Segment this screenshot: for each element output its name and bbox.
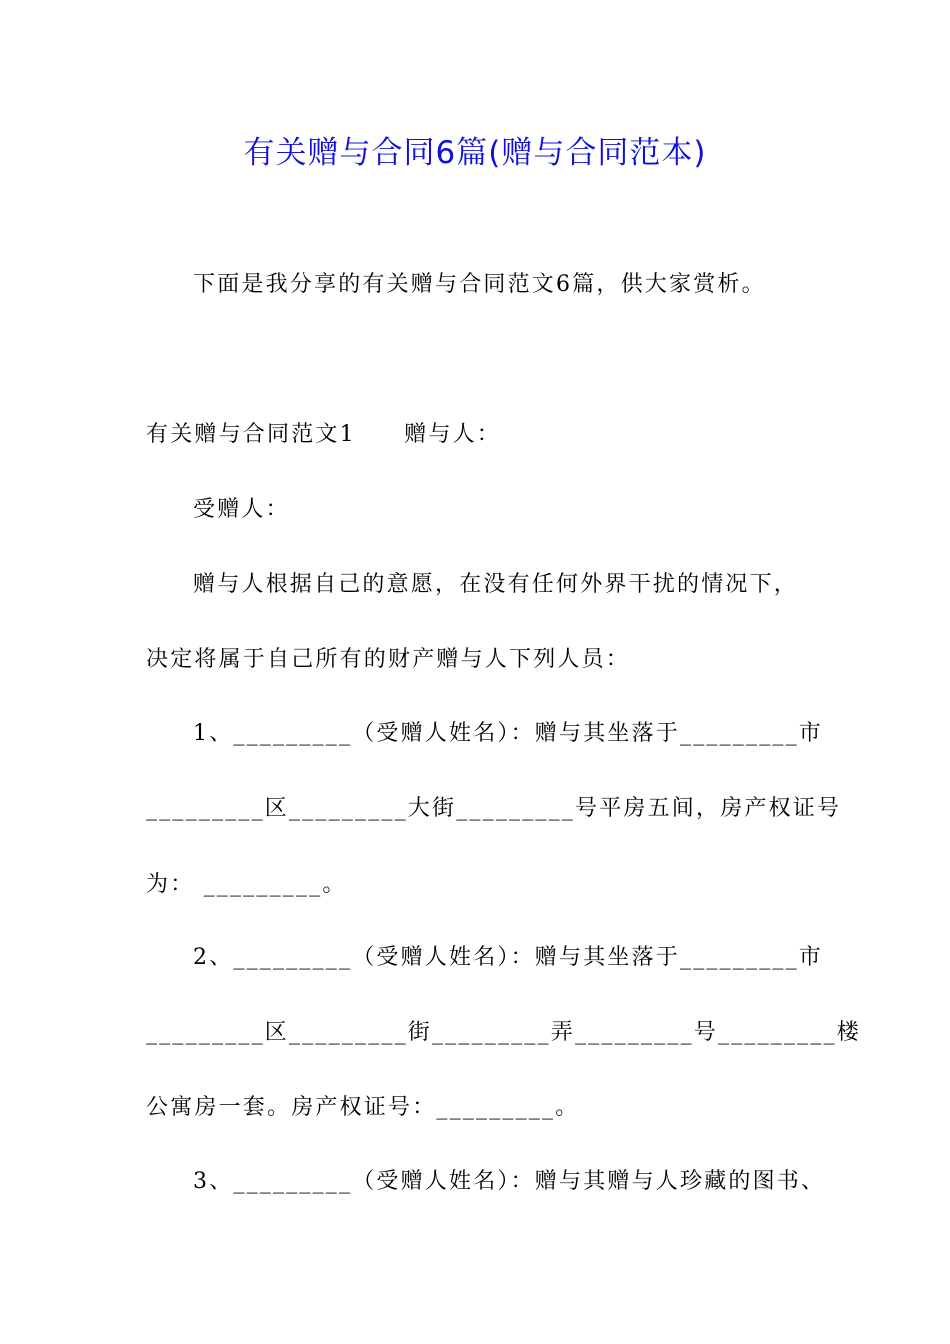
clause-1-line: _________区_________大街_________号平房五间，房产权证号 [146, 796, 842, 821]
clause-2-line: _________区_________街_________弄_________号_________楼 [146, 1020, 862, 1045]
clause-1-line: 为： _________。 [146, 872, 347, 897]
intro-paragraph: 下面是我分享的有关赠与合同范文6篇，供大家赏析。 [193, 272, 766, 297]
body-text-line: 赠与人根据自己的意愿，在没有任何外界干扰的情况下， [193, 572, 799, 597]
clause-2-line: 公寓房一套。房产权证号：_________。 [146, 1095, 580, 1120]
recipient-line: 受赠人： [193, 497, 290, 522]
section-heading-line: 有关赠与合同范文1 赠与人： [146, 422, 501, 447]
clause-1-line: 1、_________（受赠人姓名）：赠与其坐落于_________市 [193, 721, 823, 746]
clause-2-line: 2、_________（受赠人姓名）：赠与其坐落于_________市 [193, 945, 823, 970]
page-title: 有关赠与合同6篇(赠与合同范本) [243, 135, 707, 171]
body-text-line: 决定将属于自己所有的财产赠与人下列人员： [146, 647, 631, 672]
clause-3-line: 3、_________（受赠人姓名）：赠与其赠与人珍藏的图书、 [193, 1169, 826, 1194]
